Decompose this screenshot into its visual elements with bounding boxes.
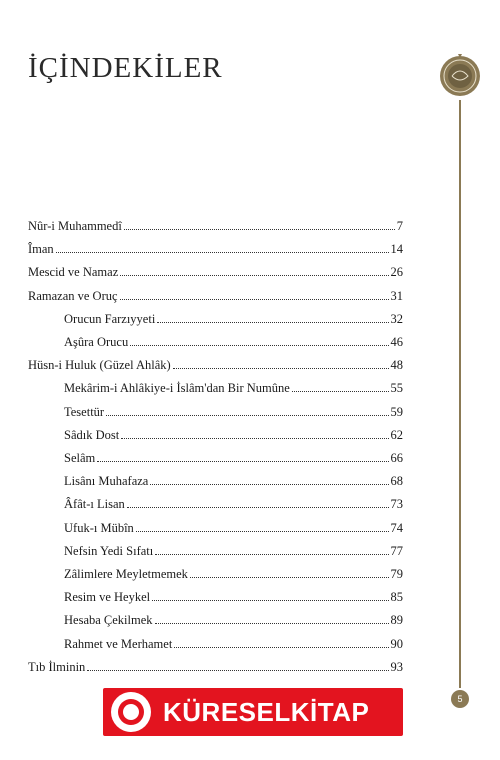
page-title: İÇİNDEKİLER <box>28 52 223 84</box>
toc-entry-label: Tıb İlminin <box>28 659 86 674</box>
toc-entry-page: 85 <box>390 590 403 605</box>
toc-entry[interactable] <box>28 328 403 350</box>
toc-entry-label: Ufuk-ı Mübîn <box>64 520 134 535</box>
toc-entry[interactable] <box>28 653 403 675</box>
toc-entry-page: 90 <box>390 636 403 651</box>
toc-entry-label: Lisânı Muhafaza <box>64 474 149 489</box>
toc-leader-dots <box>174 646 388 648</box>
toc-entry[interactable] <box>28 444 403 466</box>
toc-leader-dots <box>292 390 389 392</box>
toc-leader-dots <box>120 298 389 300</box>
toc-entry-label: Nefsin Yedi Sıfatı <box>64 543 154 558</box>
toc-entry-page: 74 <box>390 520 403 535</box>
toc-entry-page: 55 <box>390 381 403 396</box>
toc-entry[interactable] <box>28 583 403 605</box>
toc-entry-page: 31 <box>390 288 403 303</box>
toc-entry-label: Ramazan ve Oruç <box>28 288 118 303</box>
toc-entry-page: 79 <box>390 567 403 581</box>
toc-entry[interactable] <box>28 282 403 304</box>
toc-entry[interactable] <box>28 305 403 327</box>
toc-entry-page: 89 <box>390 613 403 628</box>
toc-entry-label: Hüsn-i Huluk (Güzel Ahlâk) <box>28 358 171 373</box>
toc-entry[interactable] <box>28 212 403 234</box>
publisher-banner[interactable] <box>103 688 403 736</box>
toc-entry-page: 93 <box>390 659 403 674</box>
toc-leader-dots <box>106 414 388 416</box>
toc-entry-label: Nûr-i Muhammedî <box>28 219 122 233</box>
publisher-logo-icon <box>111 692 151 732</box>
toc-leader-dots <box>127 506 389 508</box>
toc-entry[interactable] <box>28 235 403 257</box>
toc-entry[interactable] <box>28 560 403 582</box>
toc-entry-label: Orucun Farzıyyeti <box>64 311 156 326</box>
toc-entry-page: 77 <box>390 543 403 558</box>
toc-leader-dots <box>130 344 388 346</box>
toc-entry-label: Rahmet ve Merhamet <box>64 636 173 651</box>
toc-entry[interactable] <box>28 537 403 559</box>
toc-entry-label: Resim ve Heykel <box>64 590 151 605</box>
toc-entry[interactable] <box>28 467 403 489</box>
toc-leader-dots <box>152 599 388 601</box>
toc-entry[interactable] <box>28 258 403 280</box>
toc-leader-dots <box>136 530 389 532</box>
toc-entry[interactable] <box>28 606 403 628</box>
toc-entry-page: 66 <box>390 451 403 465</box>
toc-entry-page: 59 <box>390 404 403 419</box>
publisher-name: KÜRESELKİTAP <box>163 696 370 727</box>
toc-entry-page: 68 <box>390 474 403 489</box>
toc-entry-label: Hesaba Çekilmek <box>64 613 153 628</box>
toc-leader-dots <box>190 576 389 578</box>
toc-entry-page: 7 <box>396 219 403 233</box>
toc-entry-label: Îman <box>28 242 54 257</box>
vertical-divider <box>459 100 461 688</box>
toc-entry-label: Zâlimlere Meyletmemek <box>64 567 188 581</box>
toc-entry-page: 48 <box>390 358 403 373</box>
toc-entry-label: Tesettür <box>64 404 105 419</box>
toc-entry[interactable] <box>28 514 403 536</box>
toc-entry[interactable] <box>28 490 403 512</box>
toc-entry-label: Aşûra Orucu <box>64 335 129 349</box>
toc-entry-page: 26 <box>390 265 403 280</box>
toc-entry-label: Mekârim-i Ahlâkiye-i İslâm'dan Bir Numûne <box>64 381 290 396</box>
toc-entry[interactable] <box>28 421 403 443</box>
toc-entry[interactable] <box>28 374 403 396</box>
toc-entry-label: Âfât-ı Lisan <box>64 497 125 512</box>
toc-entry-page: 62 <box>390 427 403 442</box>
toc-leader-dots <box>121 437 388 439</box>
toc-entry-page: 73 <box>390 497 403 512</box>
calligraphy-medallion-icon <box>438 54 482 98</box>
toc-leader-dots <box>173 367 389 369</box>
toc-leader-dots <box>157 321 388 323</box>
toc-entry-label: Selâm <box>64 451 96 465</box>
toc-entry-label: Sâdık Dost <box>64 427 120 442</box>
toc-leader-dots <box>155 553 388 555</box>
toc-entry[interactable] <box>28 351 403 373</box>
toc-leader-dots <box>155 622 389 624</box>
toc-entry[interactable] <box>28 398 403 420</box>
toc-leader-dots <box>56 251 389 253</box>
toc-entry-page: 32 <box>390 311 403 326</box>
page-number-badge: 5 <box>451 690 469 708</box>
toc-entry[interactable] <box>28 630 403 652</box>
toc-entry-page: 46 <box>390 335 403 349</box>
toc-leader-dots <box>87 669 388 671</box>
toc-entry-label: Mescid ve Namaz <box>28 265 119 280</box>
toc-leader-dots <box>124 228 395 230</box>
toc-leader-dots <box>150 483 388 485</box>
toc-leader-dots <box>120 274 388 276</box>
toc-entry-page: 14 <box>390 242 403 257</box>
toc-leader-dots <box>97 460 388 462</box>
